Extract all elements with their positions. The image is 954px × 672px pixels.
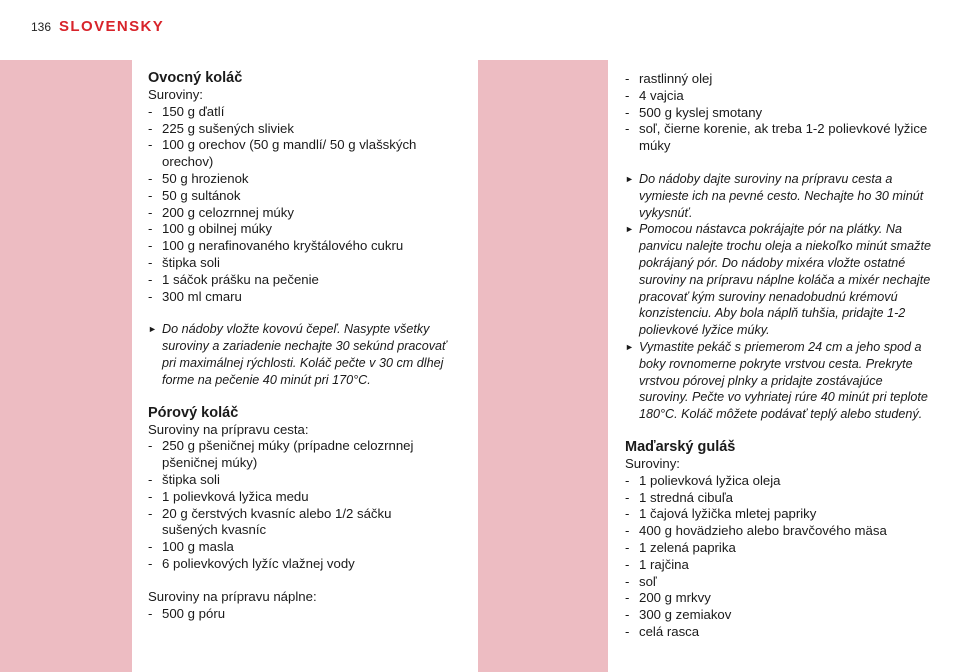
ingredient-item: - celá rasca xyxy=(625,624,935,641)
ingredient-item: - 1 čajová lyžička mletej papriky xyxy=(625,506,935,523)
instruction-text: Do nádoby dajte suroviny na prípravu cesta a vymieste ich na pevné cesto. Nechajte ho 30 minút vykysnúť. xyxy=(639,171,924,220)
ingredients-label: Suroviny na prípravu cesta: xyxy=(148,421,309,437)
bullet-arrow-icon: ► xyxy=(625,173,634,184)
right-column xyxy=(625,71,935,641)
recipe-title: Pórový koláč xyxy=(148,404,239,421)
ingredient-item: - rastlinný olej xyxy=(625,71,935,88)
ingredient-item: - 100 g nerafinovaného kryštálového cukru xyxy=(148,238,448,255)
ingredient-list xyxy=(625,473,935,641)
instruction-text: Pomocou nástavca pokrájajte pór na plátky. Na panvicu nalejte trochu oleja a niekoľko minút smažte pokrájaný pór. Do nádoby mixéra vložte ostatné suroviny na prípravu náplne koláča a mixér nechajte pracovať kým suroviny nenadobudnú krémovú konzistenciu. Aby bola náplň tuhšia, pridajte 1-2 polievkové lyžice múky. xyxy=(639,222,931,338)
ingredient-item: - 200 g mrkvy xyxy=(625,590,935,607)
instruction-step xyxy=(625,339,935,423)
ingredients-label: Suroviny na prípravu náplne: xyxy=(148,588,317,604)
ingredient-item: - 100 g masla xyxy=(148,539,448,556)
ingredient-item: - 4 vajcia xyxy=(625,88,935,105)
ingredient-item: - soľ xyxy=(625,574,935,591)
ingredient-item: - 1 stredná cibuľa xyxy=(625,490,935,507)
ingredient-item: - 100 g orechov (50 g mandlí/ 50 g vlašských orechov) xyxy=(148,137,448,171)
recipe-ovocny-kolac xyxy=(148,70,448,389)
ingredient-item: - 500 g kyslej smotany xyxy=(625,105,935,122)
page-number: 136 xyxy=(31,20,52,34)
ingredient-item: - štipka soli xyxy=(148,472,448,489)
page-header xyxy=(31,18,164,35)
ingredient-item: - 200 g celozrnnej múky xyxy=(148,205,448,222)
ingredient-item: - 1 polievková lyžica oleja xyxy=(625,473,935,490)
recipe-porovy-kolac-continued xyxy=(625,71,935,423)
ingredient-item: - 1 zelená paprika xyxy=(625,540,935,557)
ingredients-label: Suroviny: xyxy=(625,455,680,471)
ingredient-item: - štipka soli xyxy=(148,255,448,272)
instruction-list xyxy=(625,171,935,423)
recipe-madarsky-gulas xyxy=(625,439,935,641)
ingredient-item: - 400 g hovädzieho alebo bravčového mäsa xyxy=(625,523,935,540)
recipe-title: Maďarský guláš xyxy=(625,438,736,455)
ingredient-item: - 300 g zemiakov xyxy=(625,607,935,624)
bullet-arrow-icon: ► xyxy=(625,341,634,352)
language-heading: SLOVENSKY xyxy=(59,18,165,35)
instruction-text: Vymastite pekáč s priemerom 24 cm a jeho spod a boky rovnomerne pokryte vrstvou cesta. Prekryte vrstvou pórovej plnky a pridajte zostávajúce suroviny. Pečte vo vyhriatej rúre 40 minút pri teplote 180°C. Koláč môžete podávať teplý alebo studený. xyxy=(639,339,928,422)
recipe-porovy-kolac xyxy=(148,405,448,623)
ingredient-list xyxy=(148,606,448,623)
ingredient-item: - 6 polievkových lyžíc vlažnej vody xyxy=(148,556,448,573)
ingredient-item: - 150 g ďatlí xyxy=(148,104,448,121)
ingredient-item: - 500 g póru xyxy=(148,606,448,623)
instruction-step xyxy=(148,321,448,388)
bullet-arrow-icon: ► xyxy=(148,324,157,335)
bullet-arrow-icon: ► xyxy=(625,224,634,235)
ingredient-list xyxy=(148,104,448,306)
left-margin-band xyxy=(0,60,132,672)
ingredient-list xyxy=(148,438,448,572)
ingredient-item: - soľ, čierne korenie, ak treba 1-2 polievkové lyžice múky xyxy=(625,121,935,155)
instruction-list xyxy=(148,321,448,388)
ingredients-label: Suroviny: xyxy=(148,87,203,102)
ingredient-list xyxy=(625,71,935,155)
ingredient-item: - 225 g sušených sliviek xyxy=(148,121,448,138)
ingredient-item: - 1 rajčina xyxy=(625,557,935,574)
ingredient-item: - 100 g obilnej múky xyxy=(148,221,448,238)
ingredient-item: - 20 g čerstvých kvasníc alebo 1/2 sáčku sušených kvasníc xyxy=(148,506,448,540)
ingredient-item: - 250 g pšeničnej múky (prípadne celozrnnej pšeničnej múky) xyxy=(148,438,448,472)
instruction-step xyxy=(625,221,935,339)
instruction-text: Do nádoby vložte kovovú čepeľ. Nasypte všetky suroviny a zariadenie nechajte 30 sekúnd pracovať pri maximálnej rýchlosti. Koláč pečte v 30 cm dlhej forme na pečenie 40 minút pri 170°C. xyxy=(162,322,447,387)
recipe-title: Ovocný koláč xyxy=(148,70,243,86)
center-margin-band xyxy=(478,60,608,672)
ingredient-item: - 1 polievková lyžica medu xyxy=(148,489,448,506)
instruction-step xyxy=(625,171,935,221)
left-column xyxy=(148,70,448,622)
ingredient-item: - 1 sáčok prášku na pečenie xyxy=(148,272,448,289)
ingredient-item: - 300 ml cmaru xyxy=(148,289,448,306)
ingredient-item: - 50 g hrozienok xyxy=(148,171,448,188)
ingredient-item: - 50 g sultánok xyxy=(148,188,448,205)
